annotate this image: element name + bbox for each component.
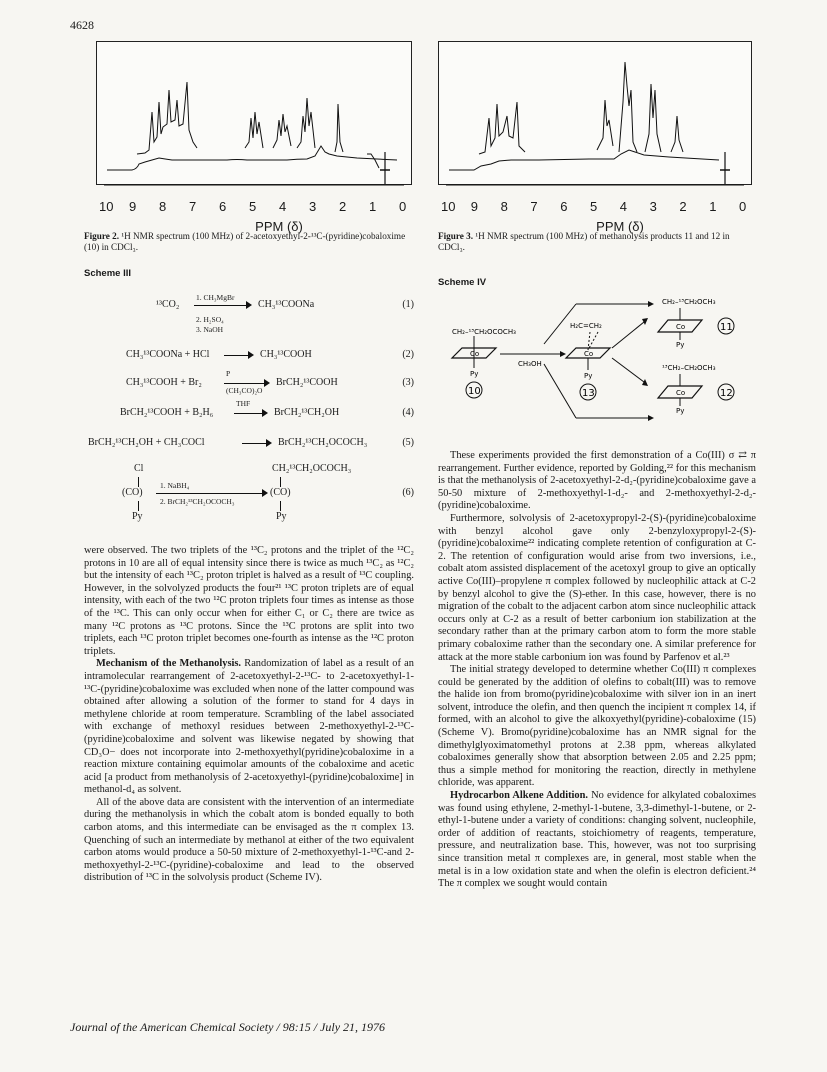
reaction-number: (2) xyxy=(402,349,414,360)
figure3-trace xyxy=(439,42,751,184)
reaction-condition: P xyxy=(226,369,231,378)
reaction-arrowhead xyxy=(262,409,268,417)
reaction-left: BrCH₂¹³CH₂OH + CH₃COCl xyxy=(88,437,205,448)
reaction-arrow xyxy=(194,305,248,306)
figure3-tick: 3 xyxy=(649,199,657,214)
figure3-tick: 5 xyxy=(590,199,598,214)
reaction-condition: 2. H₂SO₄ xyxy=(196,315,224,324)
reaction-number: (6) xyxy=(402,487,414,498)
figure3-tick: 8 xyxy=(500,199,508,214)
reaction-right: CH₃¹³COOH xyxy=(260,349,312,360)
figure3-caption-text: ¹H NMR spectrum (100 MHz) of methanolysis products 11 and 12 in CDCl₃. xyxy=(438,231,730,252)
figure2-tick: 1 xyxy=(369,199,377,214)
bond-line xyxy=(280,501,281,511)
left-para-1: were observed. The two triplets of the ¹³C₂ protons and the triplet of the ¹²C₂ protons in 10 are all of equal intensity since there is twice as much ¹³C₂ as ¹²C₂ but the intensity of each ¹³C₂ proton triplet is halved as a result of ¹³C coupling. However, in the solvolyzed products the four²¹ ¹³C proton triplets are of equal intensity, with each of the two ¹²C proton triplets four times as intense as those of the ¹³C. This can only occur when for either C₁ or C₂ there are twice as many ¹²C protons as ¹³C protons. Since the ¹³C protons are split into two triplets, each ¹³C proton triplet becomes one-fourth as intense as the ¹²C proton triplets. xyxy=(84,545,414,657)
scheme3-reaction xyxy=(84,433,414,457)
scheme4-start-sub: CH₂–¹³CH₂OCOCH₃ xyxy=(452,328,516,336)
reaction-right-top: CH₂¹³CH₂OCOCH₃ xyxy=(272,463,352,474)
figure2-axis-ticks-line xyxy=(96,184,412,198)
scheme4-reagent: CH₃OH xyxy=(518,360,542,368)
scheme4-py-10: Py xyxy=(470,370,479,378)
figure2-tick: 3 xyxy=(309,199,317,214)
scheme3-title: Scheme III xyxy=(84,268,131,279)
scheme3-reaction xyxy=(84,399,414,427)
bond-line xyxy=(138,501,139,511)
figure2-tick: 4 xyxy=(279,199,287,214)
reaction-condition: 3. NaOH xyxy=(196,325,224,334)
bond-line xyxy=(280,477,281,487)
scheme4-title: Scheme IV xyxy=(438,277,487,288)
reaction-condition: THF xyxy=(236,399,251,408)
scheme4-drawing xyxy=(440,292,760,432)
scheme4-product11-sub: CH₂–¹³CH₂OCH₃ xyxy=(662,298,716,306)
reaction-right-bot: Py xyxy=(276,511,287,522)
reaction-left-mid: (CO) xyxy=(122,487,143,498)
reaction-left-top: Cl xyxy=(134,463,144,474)
scheme4-label-10: 10 xyxy=(468,386,481,397)
reaction-right-mid: (CO) xyxy=(270,487,291,498)
scheme4-label-11: 11 xyxy=(720,322,733,333)
scheme4-py-12: Py xyxy=(676,407,685,415)
reaction-number: (3) xyxy=(402,377,414,388)
reaction-number: (5) xyxy=(402,437,414,448)
scheme4-intermediate: H₂C=CH₂ xyxy=(570,322,602,330)
figure2-tick: 8 xyxy=(159,199,167,214)
figure3-axis xyxy=(438,184,752,234)
figure2-tick: 2 xyxy=(339,199,347,214)
scheme4-label-12: 12 xyxy=(720,388,733,399)
figure2-tick: 6 xyxy=(219,199,227,214)
scheme3-reactions xyxy=(84,285,414,545)
figure2-tick: 9 xyxy=(129,199,137,214)
right-para-4-text: No evidence for alkylated cobaloximes was found using ethylene, 2-methyl-1-butene, 3,3-dimethyl-1-butene, or 2-ethyl-1-butene under a variety of conditions: changing solvent, nucleophile, order of addition of reactants, stoichiometry of reagents, temperature, pressure, and neutralization base. This, however, was not too surprising since transition metal π complexes are, in general, most stable when the metal is in a low oxidation state and when the olefin is electron deficient.²⁴ The π complex we sought would contain xyxy=(438,790,756,890)
figure2-tick: 5 xyxy=(249,199,257,214)
reaction-arrow xyxy=(224,355,250,356)
reaction-arrowhead xyxy=(248,351,254,359)
scheme4-co-12: Co xyxy=(676,389,686,397)
left-column xyxy=(84,545,414,885)
figure2-trace xyxy=(97,42,411,184)
left-para-2 xyxy=(84,658,414,797)
right-column xyxy=(438,450,756,891)
reaction-left: BrCH₂¹³COOH + B₂H₆ xyxy=(120,407,214,418)
figure3-tick: 1 xyxy=(709,199,717,214)
figure3-tick: 7 xyxy=(530,199,538,214)
figure3-caption-label: Figure 3. xyxy=(438,231,474,241)
scheme4-py-13: Py xyxy=(584,372,593,380)
page-number: 4628 xyxy=(70,18,94,32)
scheme4-label-13: 13 xyxy=(582,388,595,399)
scheme3-reaction xyxy=(84,369,414,397)
reaction-arrow xyxy=(234,413,264,414)
right-heading: Hydrocarbon Alkene Addition. xyxy=(450,790,588,802)
figure2-tick: 10 xyxy=(99,199,114,214)
journal-footer: Journal of the American Chemical Society / 98:15 / July 21, 1976 xyxy=(70,1020,386,1034)
reaction-right: BrCH₂¹³CH₂OH xyxy=(274,407,340,418)
scheme4-co-10: Co xyxy=(470,350,480,358)
figure3-caption xyxy=(438,231,758,253)
figure2-tick: 7 xyxy=(189,199,197,214)
figure2-axis-label: PPM (δ) xyxy=(255,219,303,234)
figure3-spectrum xyxy=(438,41,752,185)
figure3-tick: 6 xyxy=(560,199,568,214)
scheme4-py-11: Py xyxy=(676,341,685,349)
scheme4-co-11: Co xyxy=(676,323,686,331)
figure2-caption-label: Figure 2. xyxy=(84,231,120,241)
reaction-arrow xyxy=(156,493,264,494)
reaction-arrowhead xyxy=(266,439,272,447)
figure3-tick: 10 xyxy=(441,199,456,214)
scheme3-reaction xyxy=(84,345,414,369)
right-para-1: These experiments provided the first demonstration of a Co(III) σ ⇄ π rearrangement. Further evidence, reported by Golding,²² for this mechanism is that the methanolysis of 2-acetoxyethyl-2-d₂-(pyridine)cobaloxime gave a 50-50 mixture of 2-methoxyethyl-1-d₂- and 2-methoxyethyl-2-d₂-(pyridine)cobaloxime. xyxy=(438,450,756,512)
left-para-2-text: Randomization of label as a result of an intramolecular rearrangement of 2-acetoxyethyl-2-¹³C- to 2-acetoxyethyl-1-¹³C-(pyridine)cobaloxime was excluded when none of the latter compound was obtained after allowing a solution of the former to stand for 4 days in methylene chloride at room temperature. Scrambling of the label associated with exchange of methoxyl residues between 2-methoxyethyl-2-¹³C-(pyridine)cobaloxime and solvent was likewise negated by showing that CD₃O− does not incorporate into 2-methoxyethyl(pyridine)cobaloxime in a reaction mixture containing equimolar amounts of the cobaloxime and acetic acid [a product from methanolysis of 2-acetoxyethyl-(pyridine)cobaloxime] in methanol-d₄ as solvent. xyxy=(84,658,414,796)
right-para-4 xyxy=(438,790,756,891)
figure2-caption xyxy=(84,231,414,253)
scheme3-reaction xyxy=(84,463,414,533)
right-para-3: The initial strategy developed to determine whether Co(III) π complexes could be generated by the addition of olefins to cobalt(III) was to remove the halide ion from bromo(pyridine)cobaloxime with silver ion in an inert solvent, introduce the olefin, and then quench the incipient π complex 14, if formed, with an alcohol to give the alkoxyethyl(pyridine)-cobaloxime (15) (Scheme V). Bromo(pyridine)cobaloxime has an NMR signal for the dimethylglyoximatomethyl protons at 2.38 ppm, whereas alkylated cobaloximes generally show that absorption between 2.05 and 2.25 ppm; thus a simple method for monitoring the reaction, directly in methylene chloride, was apparent. xyxy=(438,664,756,789)
reaction-condition: 1. CH₃MgBr xyxy=(196,293,235,302)
figure3-tick: 4 xyxy=(619,199,628,214)
figure2-spectrum xyxy=(96,41,412,185)
reaction-arrowhead xyxy=(246,301,252,309)
scheme4-diagram xyxy=(440,292,760,432)
reaction-condition: 1. NaBH₄ xyxy=(160,481,190,490)
figure3-tick: 0 xyxy=(739,199,747,214)
right-para-2: Furthermore, solvolysis of 2-acetoxypropyl-2-(S)-(pyridine)cobaloxime with benzyl alcohol gave only 2-benzyloxypropyl-2-(S)-(pyridine)cobaloxime²² indicating complete retention of configuration at C-2. The retention of configuration would arise from two inversions, i.e., cobalt atom assisted displacement of the acetoxyl group to give an optically active Co(III)–propylene π complex followed by nucleophilic attack at C-2 by benzyl alcohol to give the (S)-ether. In this case, however, there is no migration of the cobalt to the adjacent carbon atom since nucleophilic attack occurs only at C-2 as a result of better carbonium ion stabilization at the secondary rather than at the primary carbon atom to form the more stable primary cobaloxime rather than the secondary one. A similar preference for attack at the more stable carbonium ion was found by Parfenov et al.²³ xyxy=(438,512,756,663)
reaction-arrow xyxy=(224,383,266,384)
figure3-axis-label: PPM (δ) xyxy=(596,219,644,234)
left-para-3: All of the above data are consistent with the intervention of an intermediate during the methanolysis in which the cobalt atom is bonded equally to both carbon atoms, and this intermediate can be envisaged as the π complex 13. Quenching of such an intermediate by methanol at either of the two equivalent carbon atoms would produce a 50-50 mixture of 2-methoxyethyl-1-¹³C-and 2-methoxyethyl-2-¹³C-(pyridine)-cobaloxime and lead to the observed distribution of ¹³C in the solvolysis product (Scheme IV). xyxy=(84,796,414,884)
reaction-number: (4) xyxy=(402,407,414,418)
reaction-left: CH₃¹³COONa + HCl xyxy=(126,349,210,360)
reaction-arrowhead xyxy=(264,379,270,387)
scheme3-reaction xyxy=(84,293,414,334)
reaction-arrow xyxy=(242,443,268,444)
reaction-arrowhead xyxy=(262,489,268,497)
figure3-tick: 2 xyxy=(679,199,687,214)
reaction-right: BrCH₂¹³COOH xyxy=(276,377,338,388)
reaction-condition: (CH₃CO)₂O xyxy=(226,386,263,395)
bond-line xyxy=(138,477,139,487)
figure2-caption-text: ¹H NMR spectrum (100 MHz) of 2-acetoxyethyl-2-¹³C-(pyridine)cobaloxime (10) in CDCl₃. xyxy=(84,231,406,252)
scheme4-product12-sub: ¹³CH₂–CH₂OCH₃ xyxy=(662,364,716,372)
reaction-condition: 2. BrCH₂¹³CH₂OCOCH₃ xyxy=(160,497,235,506)
reaction-left-bot: Py xyxy=(132,511,143,522)
reaction-right: BrCH₂¹³CH₂OCOCH₃ xyxy=(278,437,368,448)
reaction-number: (1) xyxy=(402,299,414,310)
figure2-axis xyxy=(96,184,412,234)
left-heading: Mechanism of the Methanolysis. xyxy=(96,658,242,670)
reaction-right: CH₃¹³COONa xyxy=(258,299,315,310)
figure2-tick: 0 xyxy=(399,199,407,214)
figure3-tick: 9 xyxy=(470,199,479,214)
reaction-left: CH₃¹³COOH + Br₂ xyxy=(126,377,202,388)
reaction-left: ¹³CO₂ xyxy=(156,299,180,310)
scheme4-co-13: Co xyxy=(584,350,594,358)
figure3-axis-ticks-line xyxy=(438,184,752,198)
